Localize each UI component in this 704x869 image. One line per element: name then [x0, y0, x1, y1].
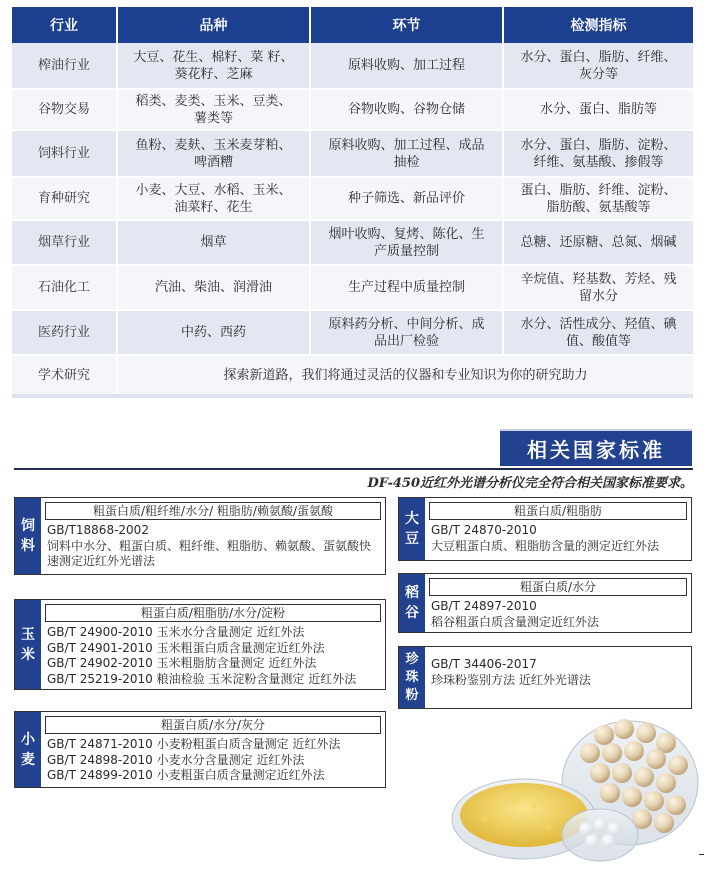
cell-industry: 谷物交易 [12, 89, 117, 130]
pellet-dish [562, 809, 638, 861]
cell-stage: 生产过程中质量控制 [310, 265, 503, 310]
tag-char: 珍 [405, 651, 419, 667]
standard-line: 珍珠粉鉴别方法 近红外光谱法 [431, 672, 591, 687]
cell-industry: 学术研究 [12, 355, 117, 396]
cell-merged-description: 探索新道路，我们将通过灵活的仪器和专业知识为你的研究助力 [117, 355, 693, 396]
cell-variety: 小麦、大豆、水稻、玉米、油菜籽、花生 [117, 177, 310, 220]
tag-char: 豆 [405, 531, 419, 547]
standard-line: GB/T 24899-2010 小麦粗蛋白质含量测定近红外法 [47, 768, 325, 782]
cell-variety: 鱼粉、麦麸、玉米麦芽粕、啤酒糟 [117, 130, 310, 177]
page-edge-mark [699, 854, 704, 855]
cell-variety: 大豆、花生、棉籽、菜 籽、葵花籽、芝麻 [117, 43, 310, 89]
table-row [12, 177, 693, 220]
header-stage: 环节 [310, 7, 503, 43]
tag-char: 饲 [21, 518, 35, 534]
standard-line: 饲料中水分、粗蛋白质、粗纤维、粗脂肪、赖氨酸、蛋氨酸快速测定近红外光谱法 [47, 538, 372, 568]
standard-box-feed [14, 497, 386, 575]
table-header-row [12, 7, 693, 43]
tag-char: 麦 [21, 751, 35, 768]
standard-box-wheat [14, 711, 386, 788]
standard-line: GB/T 25219-2010 粮油检验 玉米淀粉含量测定 近红外法 [47, 671, 357, 686]
standard-lines [47, 737, 381, 784]
standards-divider [14, 468, 693, 470]
standard-box-corn [14, 599, 386, 690]
cell-variety: 烟草 [117, 220, 310, 265]
cell-variety: 汽油、柴油、润滑油 [117, 265, 310, 310]
cell-stage: 原料药分析、中间分析、成品出厂检验 [310, 310, 503, 355]
standard-box-rice [398, 573, 692, 633]
table-row [12, 130, 693, 177]
standard-box-soybean [398, 497, 692, 561]
standard-line: GB/T 24898-2010 小麦水分含量测定 近红外法 [47, 752, 305, 767]
sample-dishes-image [404, 695, 700, 865]
standard-tag-rice [399, 574, 425, 632]
standard-tag-corn [15, 600, 41, 689]
standard-lines [431, 657, 687, 688]
standard-params: 粗蛋白质/粗脂肪 [429, 502, 687, 520]
table-row [12, 355, 693, 396]
standard-tag-soybean [399, 498, 425, 560]
cell-stage: 烟叶收购、复烤、陈化、生产质量控制 [310, 220, 503, 265]
cell-industry: 饲料行业 [12, 130, 117, 177]
standard-line: GB/T 24870-2010 [431, 523, 537, 537]
standard-lines [431, 599, 687, 630]
cell-industry: 医药行业 [12, 310, 117, 355]
tag-char: 珠 [405, 669, 419, 685]
tag-char: 大 [405, 511, 419, 527]
cell-indicators: 蛋白、脂肪、纤维、淀粉、脂肪酸、氨基酸等 [503, 177, 693, 220]
cell-indicators: 水分、蛋白、脂肪、淀粉、纤维、氨基酸、掺假等 [503, 130, 693, 177]
standards-subtitle: DF-450近红外光谱分析仪完全符合相关国家标准要求。 [367, 476, 693, 491]
cell-industry: 榨油行业 [12, 43, 117, 89]
standard-lines [47, 523, 381, 570]
standard-line: GB/T 24902-2010 玉米粗脂肪含量测定 近红外法 [47, 656, 317, 670]
tag-char: 小 [21, 731, 35, 748]
standard-params: 粗蛋白质/水分 [429, 578, 687, 596]
standard-line: GB/T 24900-2010 玉米水分含量测定 近红外法 [47, 625, 305, 639]
cell-indicators: 辛烷值、羟基数、芳烃、残留水分 [503, 265, 693, 310]
standard-params: 粗蛋白质/水分/灰分 [45, 716, 381, 734]
standard-tag-wheat [15, 712, 41, 787]
cell-stage: 原料收购、加工过程 [310, 43, 503, 89]
industry-application-table [12, 7, 693, 397]
tag-char: 料 [21, 538, 35, 554]
standard-line: GB/T 24901-2010 玉米粗蛋白质含量测定近红外法 [47, 640, 325, 655]
cell-stage: 种子筛选、新品评价 [310, 177, 503, 220]
standard-tag-feed [15, 498, 41, 574]
table-row [12, 220, 693, 265]
tag-char: 谷 [405, 605, 419, 621]
standard-line: 大豆粗蛋白质、粗脂肪含量的测定近红外法 [431, 538, 660, 553]
standard-line: GB/T18868-2002 [47, 523, 149, 537]
standard-params: 粗蛋白质/粗脂肪/水分/淀粉 [45, 604, 381, 622]
tag-char: 米 [21, 646, 35, 663]
cell-industry: 烟草行业 [12, 220, 117, 265]
cell-stage: 原料收购、加工过程、成品抽检 [310, 130, 503, 177]
table-row [12, 43, 693, 89]
table-row [12, 89, 693, 130]
standard-lines [431, 523, 687, 554]
table-row [12, 265, 693, 310]
standard-lines [47, 625, 381, 687]
cell-industry: 育种研究 [12, 177, 117, 220]
cell-indicators: 水分、活性成分、羟值、碘值、酸值等 [503, 310, 693, 355]
table-bottom-strip [12, 394, 693, 398]
cell-industry: 石油化工 [12, 265, 117, 310]
standard-line: GB/T 24871-2010 小麦粉粗蛋白质含量测定 近红外法 [47, 737, 341, 751]
cell-variety: 中药、西药 [117, 310, 310, 355]
header-variety: 品种 [117, 7, 310, 43]
cell-variety: 稻类、麦类、玉米、豆类、薯类等 [117, 89, 310, 130]
cell-indicators: 水分、蛋白、脂肪、纤维、灰分等 [503, 43, 693, 89]
standard-params: 粗蛋白质/粗纤维/水分/ 粗脂肪/赖氨酸/蛋氨酸 [45, 502, 381, 520]
standard-line: 稻谷粗蛋白质含量测定近红外法 [431, 614, 600, 629]
tag-char: 粉 [405, 687, 419, 703]
cell-indicators: 总糖、还原糖、总氮、烟碱 [503, 220, 693, 265]
standard-line: GB/T 24897-2010 [431, 599, 537, 613]
tag-char: 玉 [21, 626, 35, 643]
table-row [12, 310, 693, 355]
cell-indicators: 水分、蛋白、脂肪等 [503, 89, 693, 130]
header-indicators: 检测指标 [503, 7, 693, 43]
standards-header: 相关国家标准 [500, 429, 692, 466]
standard-line: GB/T 34406-2017 [431, 657, 537, 671]
cell-stage: 谷物收购、谷物仓储 [310, 89, 503, 130]
header-industry: 行业 [12, 7, 117, 43]
tag-char: 稻 [405, 585, 419, 601]
